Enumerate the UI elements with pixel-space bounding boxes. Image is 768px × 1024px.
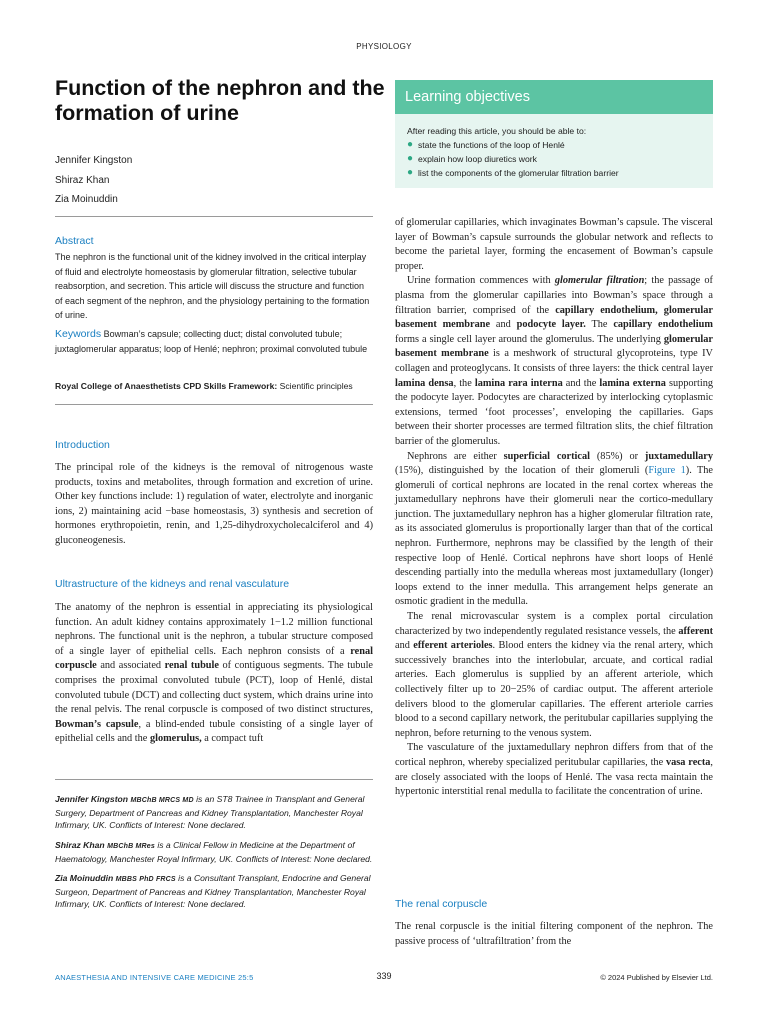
author-name: Jennifer Kingston [55, 155, 133, 166]
bullet-icon: ● [407, 153, 414, 164]
introduction-text [55, 461, 373, 549]
abstract-heading: Abstract [55, 235, 94, 247]
objective-item: ● explain how loop diuretics work [407, 153, 537, 164]
ultrastructure-text [55, 601, 373, 747]
paragraph: Urine formation commences with glomerular filtration; the passage of plasma from the glomerular capillaries into Bowman’s space through a filtration barrier, comprised of the capillary endothelium, glomerular basement membrane and podocyte layer. The capillary endothelium forms a single cell layer around the glomerulus. The underlying glomerular basement membrane is a meshwork of structural glycoproteins, type IV collagen and proteoglycans. It consists of three layers: the thick central layer lamina densa, the lamina rara interna and the lamina externa supporting the podocyte layer. Podocytes are characterized by interlocking cytoplasmic extensions, termed ‘foot processes’, enveloping the capillaries. Gaps between their shorter processes are termed filtration slits, the chief filtration barrier of the glomerulus. [395, 275, 713, 447]
abstract-text: The nephron is the functional unit of the kidney involved in the critical interplay of fluid and electrolyte homeostasis by glomerular filtration, selective tubular reabsorption, and secretion. This article will discuss the structure and function of each segment of the nephron, and the physiology pertaining to the formation of urine. [55, 252, 370, 321]
paragraph: The vasculature of the juxtamedullary nephron differs from that of the cortical nephron, whereby specialized peritubular capillaries, the vasa recta, are closely associated with the loops of Henlé. The vasa recta maintain the hypertonic interstitial renal medulla to facilitate the concentration of urine. [395, 742, 713, 798]
keywords [55, 327, 373, 356]
journal-citation: ANAESTHESIA AND INTENSIVE CARE MEDICINE 25:5 [55, 973, 254, 982]
objective-item: ● list the components of the glomerular filtration barrier [407, 167, 619, 178]
paragraph: The renal corpuscle is the initial filtering component of the nephron. The passive process of ‘ultrafiltration’ from the [395, 921, 713, 947]
article-title: Function of the nephron and the formation of urine [55, 76, 385, 125]
divider [55, 404, 373, 405]
copyright: © 2024 Published by Elsevier Ltd. [600, 973, 713, 982]
renal-corpuscle-text [395, 920, 713, 949]
divider [55, 216, 373, 217]
section-tag: PHYSIOLOGY [356, 42, 412, 51]
keywords-label: Keywords [55, 328, 102, 340]
bullet-icon: ● [407, 139, 414, 150]
author-bio: Shiraz Khan MBChB MRes is a Clinical Fellow in Medicine at the Department of Haematology, Manchester Royal Infirmary, UK. Conflicts of Interest: None declared. [55, 839, 373, 864]
ultrastructure-heading: Ultrastructure of the kidneys and renal vasculature [55, 578, 290, 590]
paragraph: Nephrons are either superficial cortical (85%) or juxtamedullary (15%), distinguished by the location of their glomeruli (Figure 1). The glomeruli of cortical nephrons are located in the renal cortex whereas the juxtamedullary nephrons have their glomeruli near the cortico-medullary junction. The juxtamedullary nephron has a higher glomerular filtration rate, as its associated glomerulus is proportionally larger than that of the cortical nephron. Furthermore, nephrons may be classified by the length of their respective loop of Henlé. Cortical nephrons have short loops of Henlé descending partially into the medulla whereas most juxtamedullary (longer) loops extend to the inner medulla. This arrangement helps generate an osmotic gradient in the medulla. [395, 450, 714, 608]
objectives-body [395, 114, 713, 180]
paragraph: The anatomy of the nephron is essential in appreciating its physiological function. An adult kidney contains approximately 1−1.2 million functional nephrons. The functional unit is the nephron, a tubular structure composed of a single layer of epithelial cells. Each nephron consists of a renal corpuscle and associated renal tubule of contiguous segments. The tubule comprises the proximal convoluted tubule (PCT), loop of Henlé, distal convoluted tubule (DCT) and collecting duct system, which drains urine into the renal pelvis. The renal corpuscle is composed of two distinct structures, Bowman’s capsule, a blind-ended tubule consisting of a single layer of epithelial cells and the glomerulus, a compact tuft [55, 602, 374, 745]
cpd-framework [55, 380, 373, 392]
divider [55, 779, 373, 780]
author-bio: Zia Moinuddin MBBS PhD FRCS is a Consultant Transplant, Endocrine and General Surgeon, Department of Pancreas and Kidney Transplantation, Manchester Royal Infirmary, UK. Conflicts of Interest: None declared. [55, 873, 371, 910]
cpd-label: Royal College of Anaesthetists CPD Skills Framework: [55, 381, 278, 391]
objectives-intro: After reading this article, you should be able to: [407, 126, 587, 136]
author-bios [55, 793, 373, 918]
cpd-value: Scientific principles [279, 381, 353, 391]
author-name: Zia Moinuddin [55, 194, 118, 205]
bullet-icon: ● [407, 167, 414, 178]
page-number: 339 [376, 971, 392, 981]
objectives-list [407, 138, 713, 180]
author-name: Shiraz Khan [55, 174, 110, 186]
objective-item: ● state the functions of the loop of Henlé [407, 139, 565, 150]
renal-corpuscle-heading: The renal corpuscle [395, 898, 488, 910]
learning-objectives-box [395, 80, 713, 188]
figure-link[interactable]: Figure 1 [648, 465, 686, 477]
keywords-list: Bowman’s capsule; collecting duct; distal convoluted tubule; juxtaglomerular apparatus; loop of Henlé; nephron; proximal convoluted tubule [55, 329, 368, 354]
author-list [55, 151, 132, 210]
paragraph: The principal role of the kidneys is the removal of nitrogenous waste products, toxins and metabolites, through formation and excretion of urine. Other key functions include: 1) regulation of water, electrolyte and inorganic ions, 2) maintaining acid −base homeostasis, 3) synthesis and secretion of hormones erythropoietin, renin, and 1,25-dihydroxycholecalciferol and 4) gluconeogenesis. [55, 462, 373, 546]
introduction-heading: Introduction [55, 439, 110, 451]
paragraph: of glomerular capillaries, which invaginates Bowman’s capsule. The visceral layer of Bowman’s capsule surrounds the globular network and reflects to become the parietal layer, forming the encasement of Bowman’s capsule proper. [395, 217, 713, 272]
author-bio: Jennifer Kingston MBChB MRCS MD is an ST8 Trainee in Transplant and General Surgery, Department of Pancreas and Kidney Transplantation, Manchester Royal Infirmary, UK. Conflicts of Interest: None declared. [55, 794, 365, 831]
objectives-heading: Learning objectives [395, 80, 713, 114]
paragraph: The renal microvascular system is a complex portal circulation characterized by two independently regulated resistance vessels, the afferent and efferent arterioles. Blood enters the kidney via the renal artery, which successively branches into the interlobular, arcuate, and cortical radial arteries. Each glomerulus is supplied by an afferent arteriole, which collectively filter up to 20−25% of cardiac output. The afferent arteriole delivers blood to the glomerular capillaries. The efferent arteriole carries blood to a second capillary network, the peritubular capillaries supplying the nephron, before returning to the venous system. [395, 611, 713, 739]
column-2-text [395, 216, 713, 800]
